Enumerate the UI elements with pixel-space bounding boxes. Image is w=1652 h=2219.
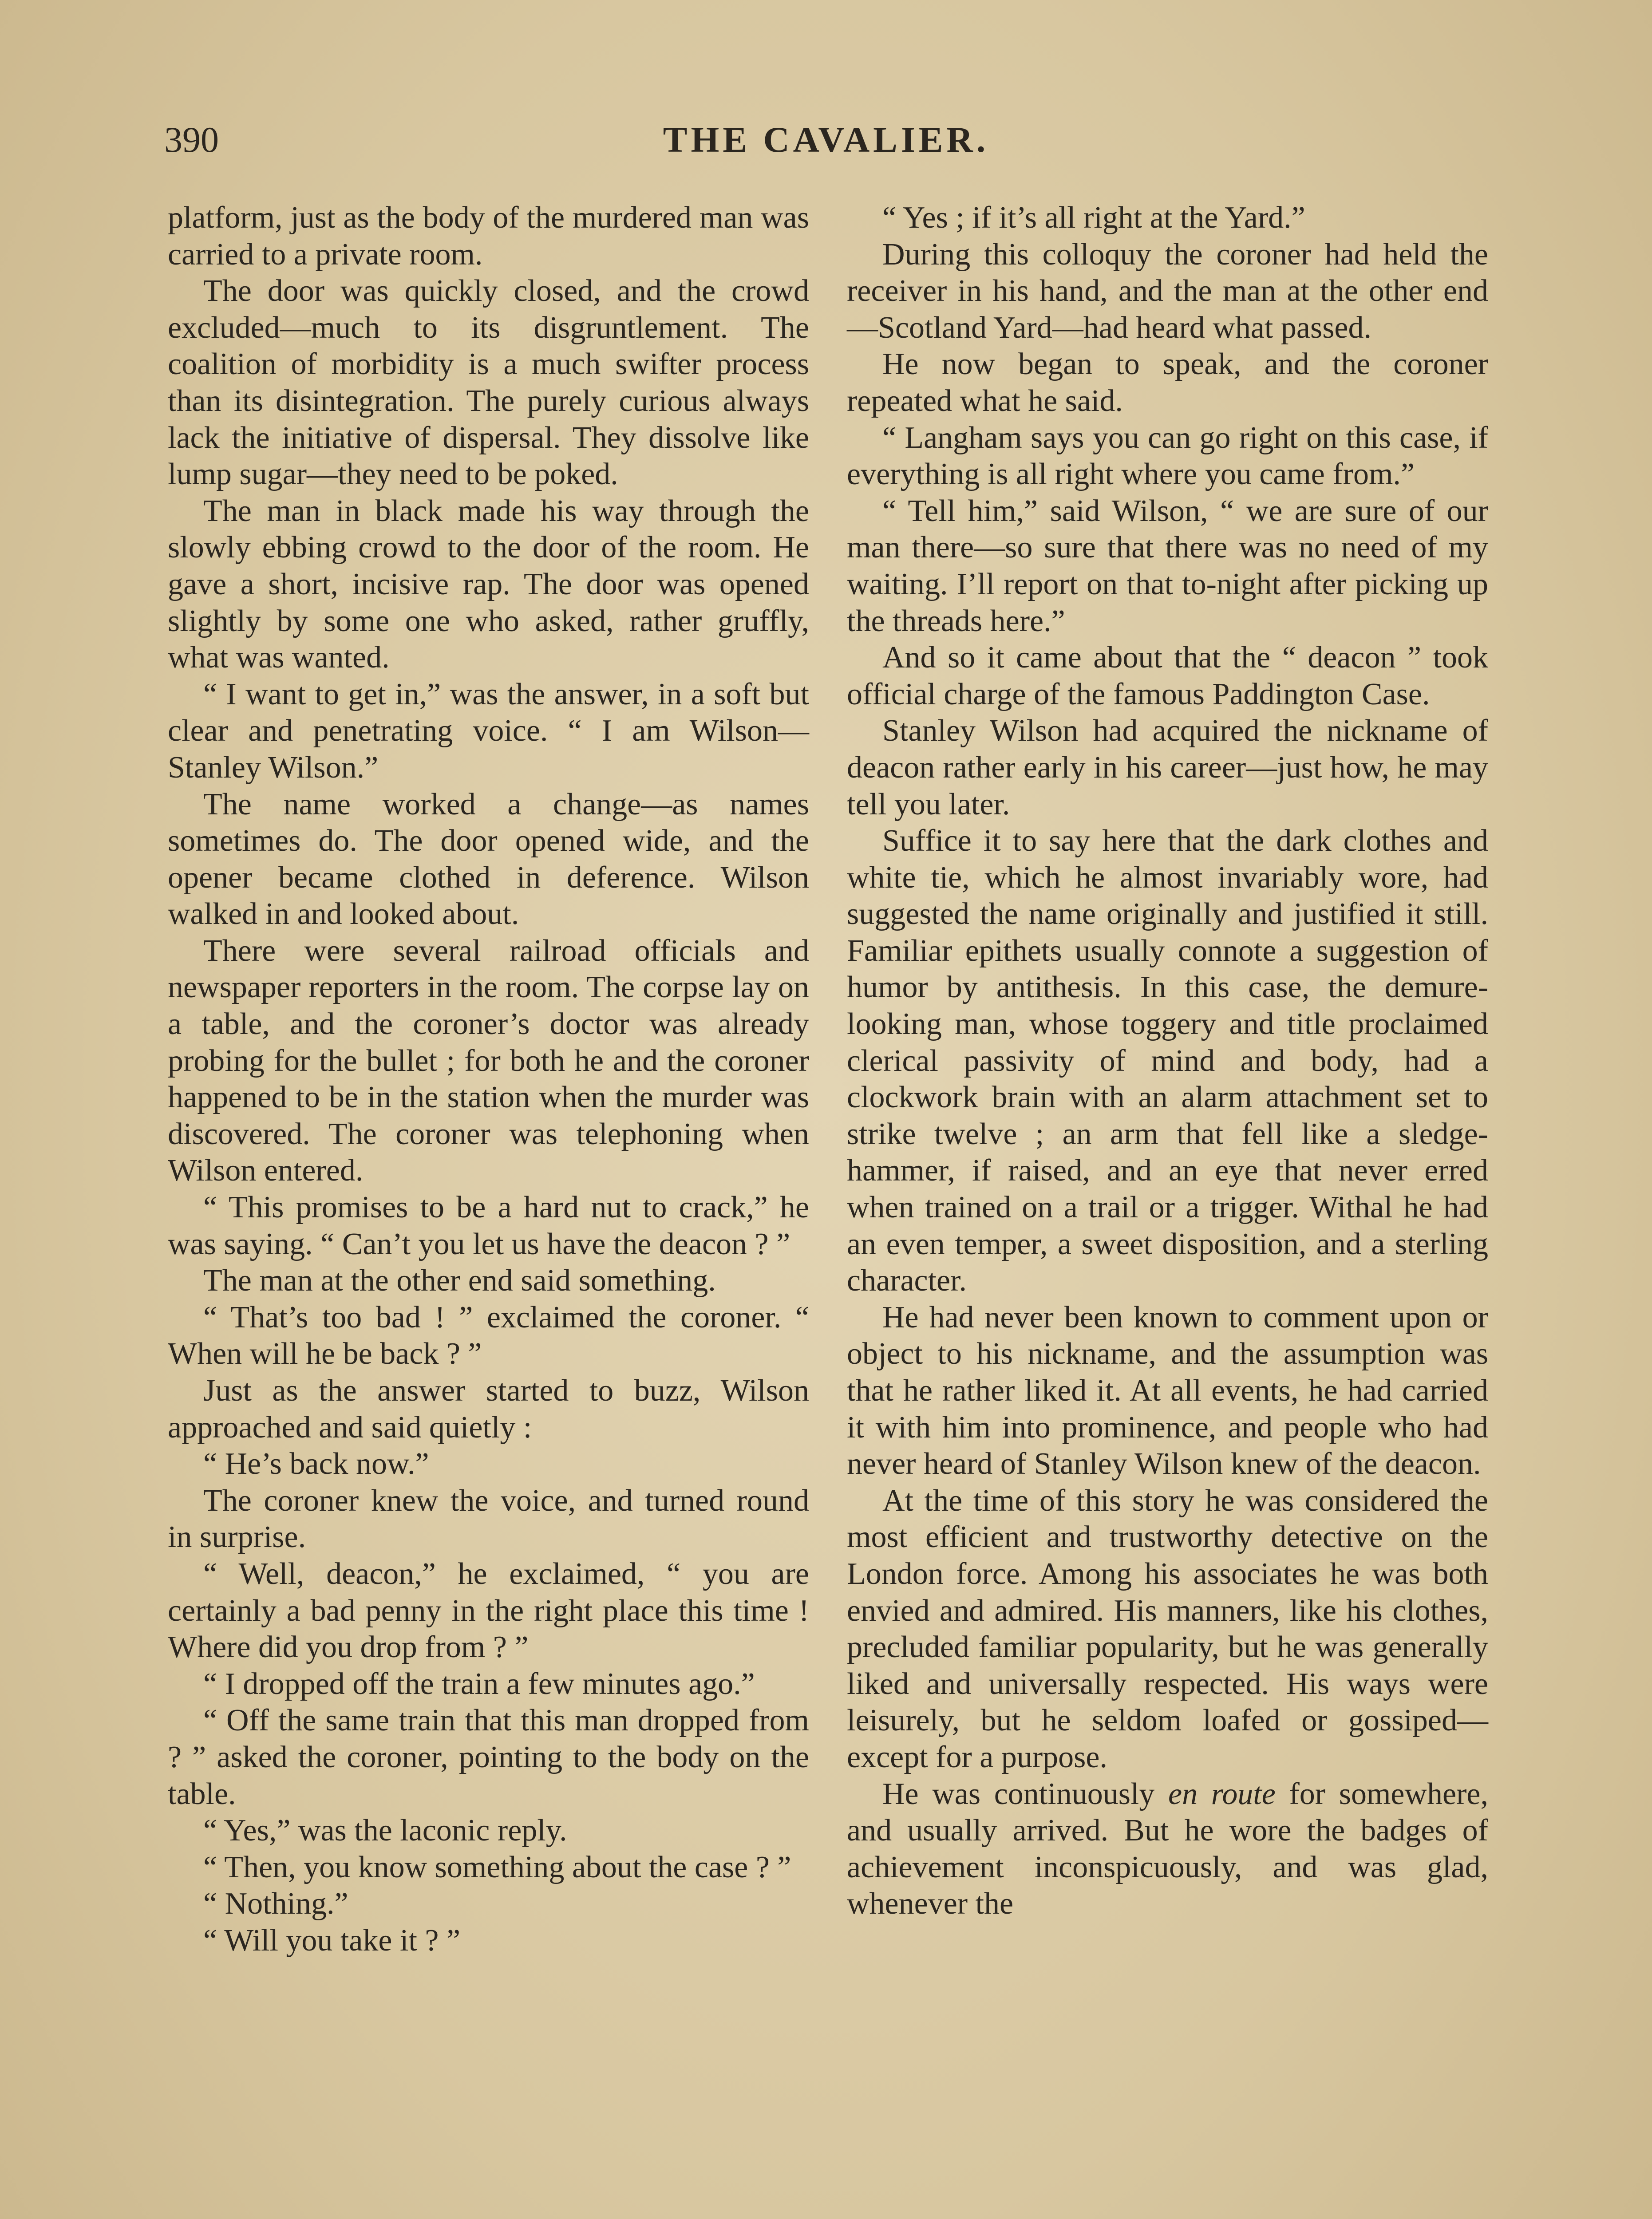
paragraph: “ That’s too bad ! ” exclaimed the coroner. “ When will he be back ? ” [168, 1300, 809, 1371]
running-title: THE CAVALIER. [663, 119, 989, 160]
text-segment: He was continuously [882, 1777, 1169, 1811]
paragraph: “ This promises to be a hard nut to crack,” he was saying. “ Can’t you let us have the deacon ? ” [168, 1190, 809, 1261]
paragraph: “ Well, deacon,” he exclaimed, “ you are certainly a bad penny in the right place this time ! Where did you drop from ? ” [168, 1556, 809, 1665]
paragraph: “ Yes,” was the laconic reply. [203, 1813, 567, 1848]
paragraph: “ Nothing.” [203, 1887, 348, 1921]
paragraph: Just as the answer started to buzz, Wilson approached and said quietly : [168, 1374, 809, 1445]
page-number: 390 [164, 119, 219, 160]
paragraph: The man in black made his way through the slowly ebbing crowd to the door of the room. He gave a short, incisive rap. The door was opened slightly by some one who asked, rather gruffly, what was wanted. [168, 494, 809, 675]
paragraph: “ I want to get in,” was the answer, in a soft but clear and penetrating voice. “ I am Wilson—Stanley Wilson.” [168, 677, 809, 785]
paragraph: The name worked a change—as names sometimes do. The door opened wide, and the opener became clothed in deference. Wilson walked in and looked about. [168, 787, 809, 932]
italic-phrase: en route [1168, 1777, 1276, 1811]
page-header [164, 119, 1488, 168]
left-column [168, 200, 809, 1959]
paragraph: “ Then, you know something about the case ? ” [203, 1850, 791, 1884]
right-column [847, 200, 1488, 1923]
paragraph: platform, just as the body of the murdered man was carried to a private room. [168, 201, 809, 272]
paragraph: “ Yes ; if it’s all right at the Yard.” [882, 201, 1305, 235]
paragraph: At the time of this story he was considered the most efficient and trustworthy detective on the London force. Among his associates he was both envied and admired. His manners, like his clothes, precluded familiar popularity, but he was generally liked and universally respected. His ways were leisurely, but he seldom loafed or gossiped—except for a purpose. [847, 1483, 1488, 1774]
paragraph: The man at the other end said something. [203, 1263, 716, 1298]
paragraph: The coroner knew the voice, and turned round in surprise. [168, 1483, 809, 1555]
paragraph: And so it came about that the “ deacon ” took official charge of the famous Paddington Case. [847, 640, 1488, 711]
paragraph: “ He’s back now.” [203, 1447, 429, 1481]
paragraph-last [847, 1776, 1488, 1923]
paragraph: “ Tell him,” said Wilson, “ we are sure of our man there—so sure that there was no need of my waiting. I’ll report on that to-night after picking up the threads here.” [847, 494, 1488, 638]
paragraph: Stanley Wilson had acquired the nickname of deacon rather early in his career—just how, he may tell you later. [847, 714, 1488, 821]
paragraph: “ I dropped off the train a few minutes ago.” [203, 1666, 755, 1701]
paragraph: There were several railroad officials and newspaper reporters in the room. The corpse lay on a table, and the coroner’s doctor was already probing for the bullet ; for both he and the coroner happened to be in the station when the murder was discovered. The coroner was telephoning when Wilson entered. [168, 933, 809, 1188]
paragraph: During this colloquy the coroner had held the receiver in his hand, and the man at the other end—Scotland Yard—had heard what passed. [847, 237, 1488, 345]
paragraph: The door was quickly closed, and the crowd excluded—much to its disgruntlement. The coalition of morbidity is a much swifter process than its disintegration. The purely curious always lack the initiative of dispersal. They dissolve like lump sugar—they need to be poked. [168, 274, 809, 492]
paragraph: “ Off the same train that this man dropped from ? ” asked the coroner, pointing to the body on the table. [168, 1703, 809, 1811]
paragraph: He now began to speak, and the coroner repeated what he said. [847, 347, 1488, 418]
paragraph: “ Will you take it ? ” [203, 1923, 461, 1958]
paragraph: “ Langham says you can go right on this case, if everything is all right where you came from.” [847, 420, 1488, 492]
text-segment: for somewhere, and usually arrived. But he wore the badges of achievement inconspicuously, and was glad, whenever the [847, 1777, 1489, 1921]
paragraph: Suffice it to say here that the dark clothes and white tie, which he almost invariably wore, had suggested the name originally and justified it still. Familiar epithets usually connote a suggestion of humor by antithesis. In this case, the demure-looking man, whose toggery and title proclaimed clerical passivity of mind and body, had a clockwork brain with an alarm attachment set to strike twelve ; an arm that fell like a sledge-hammer, if raised, and an eye that never erred when trained on a trail or a trigger. Withal he had an even temper, a sweet disposition, and a sterling character. [847, 824, 1488, 1298]
paragraph: He had never been known to comment upon or object to his nickname, and the assumption was that he rather liked it. At all events, he had carried it with him into prominence, and people who had never heard of Stanley Wilson knew of the deacon. [847, 1300, 1488, 1481]
